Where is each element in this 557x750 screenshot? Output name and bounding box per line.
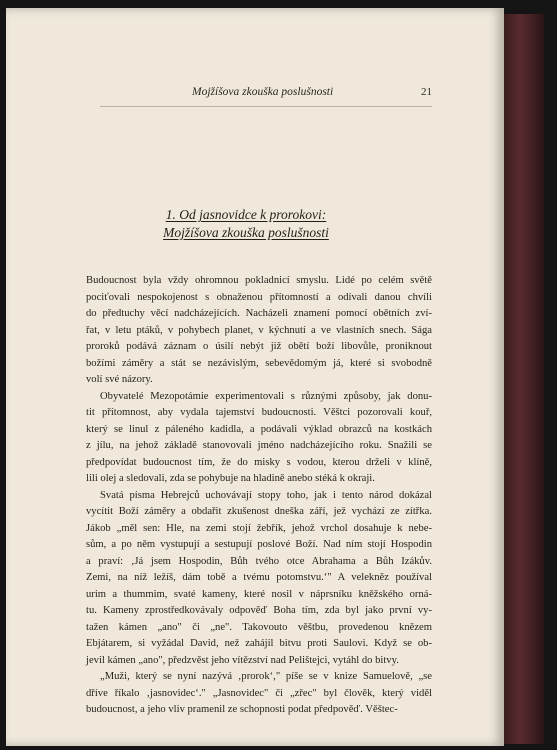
book-cover-edge [504,14,544,744]
text-line: vycítit Boží záměry a obdařit zkušenost dneška září, jež vychází ze zítřka. [86,506,432,517]
chapter-title [96,206,396,242]
text-line: tu. Kameny zprostředkovávaly odpověď Boha tím, zda byl jako první vy- [86,605,432,616]
text-line: který se linul z páleného kadidla, a podávali výklad obrazců na kostkách [86,423,432,435]
text-line: pociťovali nespokojenost s obnaženou přítomností a odívali danou chvíli [86,291,432,303]
text-line: lili olej a sledovali, zda se pohybuje na hladině anebo stéká k okraji. [86,473,375,484]
chapter-title-line: 1. Od jasnovidce k prorokovi: [165,207,327,222]
text-line: řat, v letu ptáků, v pohybech planet, v kýchnutí a ve vlastních snech. Sága [86,324,432,336]
text-line: Jákob „měl sen: Hle, na zemi stojí žebřík, jehož vrchol dosahuje k nebe- [86,522,432,534]
text-line: z jílu, na jehož základě stanovovali jméno nadcházejícího roku. Snažili se [86,440,432,451]
body-text [86,273,432,719]
paragraph [86,389,432,488]
text-line: tažen kámen „ano" či „ne". Takovouto věštbu, provedenou knězem [86,621,432,633]
text-line: proroků podává záznam o úsilí nebýt již obětí boží libovůle, proniknout [86,341,432,352]
text-line: a praví: ‚Já jsem Hospodin, Bůh tvého otce Abrahama a Bůh Izákův. [86,555,432,567]
text-line: Zemi, na níž ležíš, dám tobě a tvému potomstvu.‘" A velekněz používal [86,572,432,583]
text-line: Obyvatelé Mezopotámie experimentovali s různými způsoby, jak donu- [100,390,432,402]
text-line: Budoucnost byla vždy ohromnou pokladnicí smyslu. Lidé po celém světě [86,275,432,286]
running-title: Mojžíšova zkouška poslušnosti [192,86,334,98]
text-line: tit přítomnost, aby vydala tajemství budoucnosti. Věštci pozorovali kouř, [86,407,432,418]
text-line: jevil kámen „ano", předzvěst jeho vítězství nad Pelištejci, vytáhl do bitvy. [86,654,399,666]
paragraph [86,488,432,670]
text-line: „Muži, který se nyní nazývá ‚prorok‘," píše se v knize Samuelově, „se [100,671,432,682]
text-line: urim a thummim, svaté kameny, které nosil v náprsníku kněžského orná- [86,588,432,600]
text-line: sům, a po něm vystupují a sestupují poslové Boží. Nad ním stojí Hospodin [86,539,432,550]
text-line: předpovídat budoucnost tím, že do misky s vodou, kterou drželi v klíně, [86,456,432,468]
text-line: Svatá písma Hebrejců uchovávají stopy toho, jak i tento národ dokázal [100,489,432,501]
paragraph [86,669,432,719]
text-line: božími záměry a stát se nezávislým, sebevědomým já, které si svobodně [86,357,432,369]
chapter-title-line: Mojžíšova zkouška poslušnosti [163,225,329,240]
paragraph [86,273,432,389]
text-line: dříve říkalo ‚jasnovidec‘." „Jasnovidec" či „zřec" byl člověk, který viděl [86,687,432,699]
text-line: do předtuchy věcí nadcházejících. Nacházeli znamení pomocí obětních zví- [86,308,432,319]
text-line: Ebjátarem, si vyžádal David, než zahájil bitvu proti Saulovi. Když se ob- [86,638,432,649]
text-line: volí své názory. [86,374,153,385]
page-number: 21 [421,86,432,98]
running-header [40,86,432,102]
header-rule [100,106,432,107]
text-line: budoucnost, a jeho vliv pramenil ze schopnosti podat předpověď. Věštec- [86,704,398,715]
